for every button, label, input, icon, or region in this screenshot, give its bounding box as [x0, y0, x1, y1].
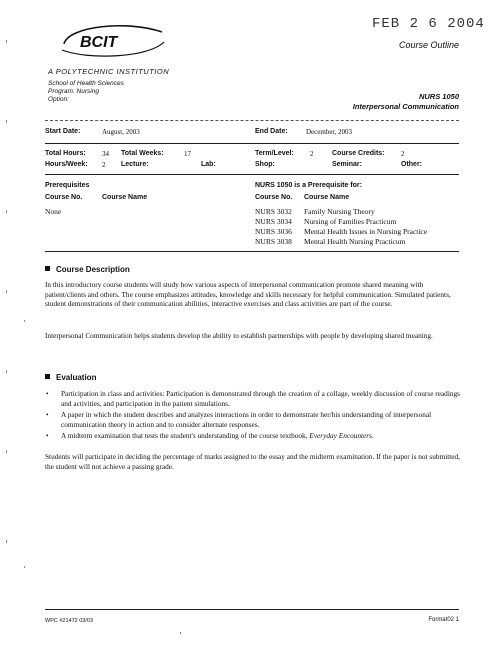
end-date-value: December, 2003 [306, 128, 352, 136]
prerequisites-title: Prerequisites [45, 182, 90, 189]
course-credits-value: 2 [401, 150, 405, 158]
course-name: Mental Health Nursing Practicum [304, 237, 406, 246]
total-hours-label: Total Hours: [45, 150, 86, 157]
option-label: Option: [48, 96, 69, 103]
is-prereq-course-no-header: Course No. [255, 194, 293, 201]
lecture-label: Lecture: [121, 161, 149, 168]
prereq-course-name-header: Course Name [102, 194, 148, 201]
school-name: School of Health Sciences [48, 80, 124, 87]
section-divider [45, 251, 459, 252]
course-code: NURS 3038 [255, 237, 292, 246]
scan-speck [6, 210, 7, 213]
term-level-label: Term/Level: [255, 150, 294, 157]
is-prereq-title: NURS 1050 is a Prerequisite for: [255, 182, 362, 189]
bcit-logo [58, 20, 168, 62]
is-prereq-course-name-header: Course Name [304, 194, 350, 201]
course-outline-label: Course Outline [398, 40, 459, 50]
scan-speck [6, 540, 7, 543]
description-paragraph: In this introductory course students will study how various aspects of interpersonal communication promote shared meaning with patient/clients and others. The course emphasizes attitudes, knowledge and skills necessary for helpful communication. Simulated patients, student demonstrations of their communication abilities, interactive exercises and class activities are part of the course. [45, 280, 451, 308]
polytechnic-tagline: A POLYTECHNIC INSTITUTION [48, 67, 170, 76]
program-name: Program: Nursing [48, 88, 99, 95]
course-code: NURS 3032 [255, 207, 292, 216]
section-title: Course Description [56, 265, 130, 274]
square-bullet-icon [45, 374, 50, 379]
footer-divider [45, 609, 459, 610]
list-item [255, 217, 396, 226]
course-credits-label: Course Credits: [332, 150, 385, 157]
received-date-stamp: FEB 2 6 2004 [372, 16, 485, 32]
details-divider [45, 143, 459, 144]
course-name: Nursing of Families Practicum [304, 217, 397, 226]
evaluation-closing-paragraph: Students will participate in deciding the percentage of marks assigned to the essay and the midterm examination. If the paper is not submitted, the student will not achieve a passing grade. [45, 452, 460, 471]
hours-week-value: 2 [102, 161, 106, 169]
evaluation-item: • Participation in class and activities: Participation is demonstrated through the creation of a collage, weekly discussion of course readings and activities, and participation in the patient simulations. [45, 389, 463, 408]
footer-page-number: Format02 1 [428, 617, 459, 623]
list-item [255, 207, 375, 216]
description-paragraph-2: Interpersonal Communication helps students develop the ability to establish partnerships with people by developing shared meaning. [45, 331, 433, 340]
course-code: NURS 1050 [418, 92, 459, 101]
evaluation-item [45, 431, 463, 441]
scan-speck [6, 120, 7, 123]
course-description-heading [45, 265, 130, 274]
list-item [255, 227, 427, 236]
total-hours-value: 34 [102, 150, 109, 158]
lab-label: Lab: [201, 161, 216, 168]
prereq-none: None [45, 207, 62, 216]
hours-week-label: Hours/Week: [45, 161, 88, 168]
list-item [255, 237, 405, 246]
course-code: NURS 3034 [255, 217, 292, 226]
scan-speck [6, 40, 7, 43]
scan-speck [24, 566, 25, 568]
course-title: Interpersonal Communication [352, 102, 459, 111]
course-name: Mental Health Issues in Nursing Practice [304, 227, 428, 236]
other-label: Other: [401, 161, 422, 168]
scan-speck [24, 320, 25, 322]
square-bullet-icon [45, 266, 50, 271]
evaluation-item-end: . [371, 431, 374, 440]
course-code: NURS 3036 [255, 227, 292, 236]
course-identifier [353, 92, 459, 112]
textbook-title: Everyday Encounters [309, 431, 372, 440]
scan-speck [6, 450, 7, 453]
total-weeks-value: 17 [184, 150, 191, 158]
evaluation-item: • A paper in which the student describes and analyzes interactions in order to demonstrate her/his understanding of interpersonal communication theory in action and to consider alternate responses. [45, 410, 463, 429]
scan-speck [6, 290, 7, 293]
evaluation-item-text: A midterm examination that tests the student's understanding of the course textbook, [61, 431, 310, 440]
shop-label: Shop: [255, 161, 275, 168]
prereq-divider [45, 174, 459, 175]
end-date-label: End Date: [255, 128, 288, 135]
svg-text:BCIT: BCIT [80, 34, 118, 51]
section-title: Evaluation [56, 373, 97, 382]
scan-speck [180, 632, 181, 634]
prereq-course-no-header: Course No. [45, 194, 83, 201]
total-weeks-label: Total Weeks: [121, 150, 164, 157]
term-level-value: 2 [310, 150, 314, 158]
seminar-label: Seminar: [332, 161, 362, 168]
evaluation-heading [45, 373, 96, 382]
start-date-label: Start Date: [45, 128, 81, 135]
footer-reference: WPC #21472 03/03 [45, 618, 94, 624]
course-name: Family Nursing Theory [304, 207, 375, 216]
scan-speck [6, 370, 7, 373]
school-info [48, 80, 124, 104]
evaluation-list [45, 389, 463, 443]
start-date-value: August, 2003 [102, 128, 140, 136]
header-divider [45, 120, 459, 121]
